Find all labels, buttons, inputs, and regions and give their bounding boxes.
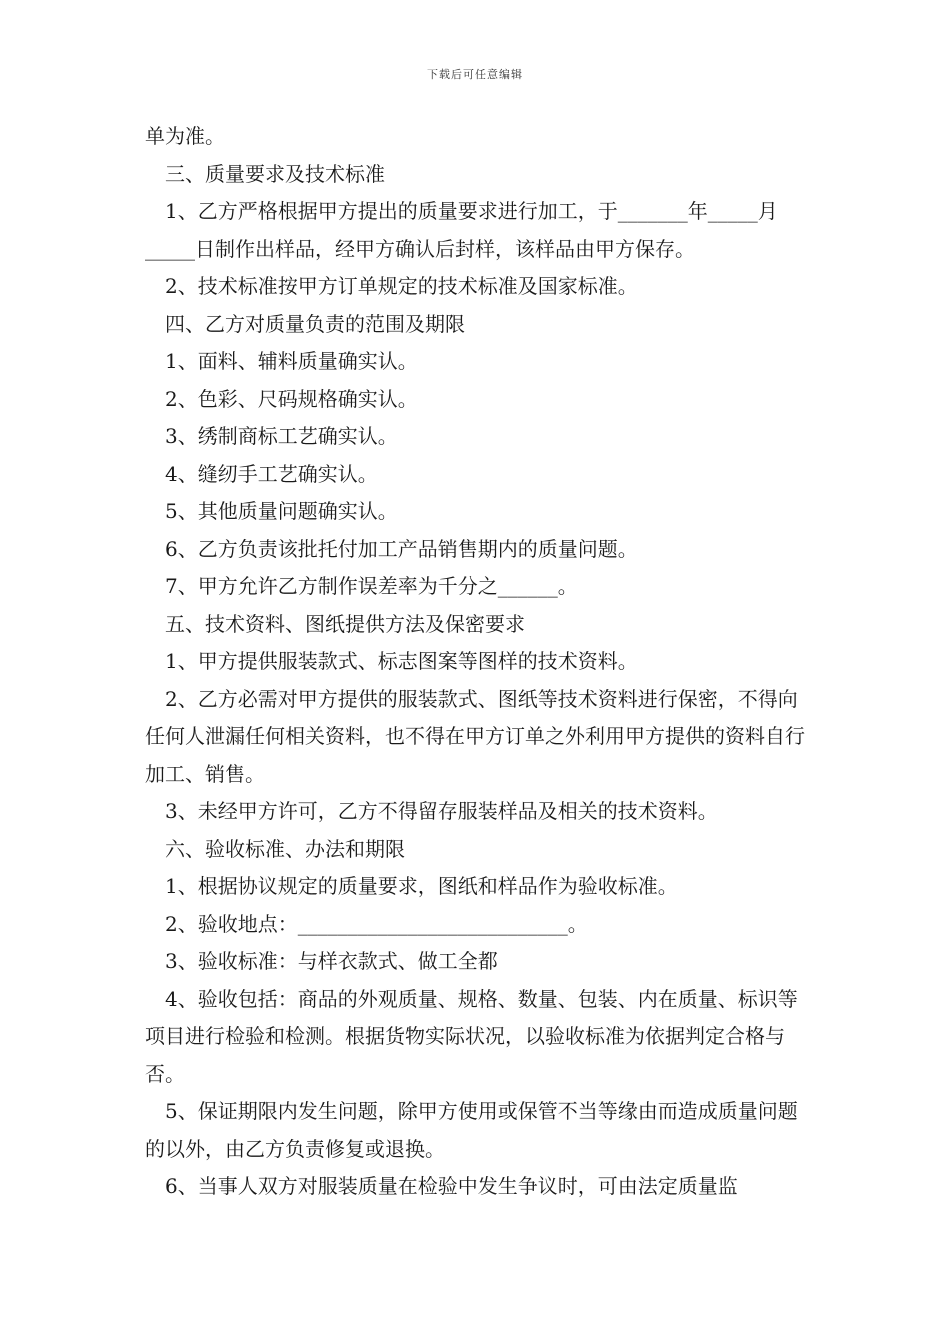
list-item: 1、根据协议规定的质量要求，图纸和样品作为验收标准。 [165, 874, 678, 898]
section-heading: 六、验收标准、办法和期限 [165, 836, 405, 861]
list-item: 4、缝纫手工艺确实认。 [165, 461, 378, 486]
list-item: 5、其他质量问题确实认。 [165, 499, 398, 523]
list-item: 1、甲方提供服装款式、标志图案等图样的技术资料。 [165, 649, 638, 673]
list-item: 6、当事人双方对服装质量在检验中发生争议时，可由法定质量监 [165, 1174, 738, 1198]
section-heading: 四、乙方对质量负责的范围及期限 [165, 311, 465, 336]
section-heading: 三、质量要求及技术标准 [165, 161, 385, 186]
list-item: 6、乙方负责该批托付加工产品销售期内的质量问题。 [165, 536, 638, 561]
list-item: 3、绣制商标工艺确实认。 [165, 424, 398, 448]
list-item: 1、面料、辅料质量确实认。 [165, 349, 418, 373]
paragraph: 2、技术标准按甲方订单规定的技术标准及国家标准。 [165, 274, 638, 298]
page-header: 下载后可任意编辑 [427, 68, 523, 81]
list-item: 2、验收地点：___________________________。 [165, 911, 588, 936]
document-body [145, 118, 810, 1206]
list-item: 2、色彩、尺码规格确实认。 [165, 386, 418, 411]
list-item: 3、未经甲方许可，乙方不得留存服装样品及相关的技术资料。 [165, 799, 718, 823]
list-item: 7、甲方允许乙方制作误差率为千分之______。 [165, 574, 578, 598]
list-item: 4、验收包括：商品的外观质量、规格、数量、包装、内在质量、标识等项目进行检验和检测。根据货物实际状况，以验收标准为依据判定合格与否。 [145, 986, 798, 1086]
list-item: 5、保证期限内发生问题，除甲方使用或保管不当等缘由而造成质量问题的以外，由乙方负责修复或退换。 [145, 1099, 798, 1161]
section-heading: 五、技术资料、图纸提供方法及保密要求 [165, 611, 525, 636]
list-item: 3、验收标准：与样衣款式、做工全都 [165, 949, 498, 973]
paragraph: 1、乙方严格根据甲方提出的质量要求进行加工，于_______年_____月_____日制作出样品，经甲方确认后封样，该样品由甲方保存。 [145, 199, 778, 261]
paragraph: 单为准。 [145, 124, 225, 148]
list-item: 2、乙方必需对甲方提供的服装款式、图纸等技术资料进行保密，不得向任何人泄漏任何相关资料，也不得在甲方订单之外利用甲方提供的资料自行加工、销售。 [145, 686, 805, 786]
